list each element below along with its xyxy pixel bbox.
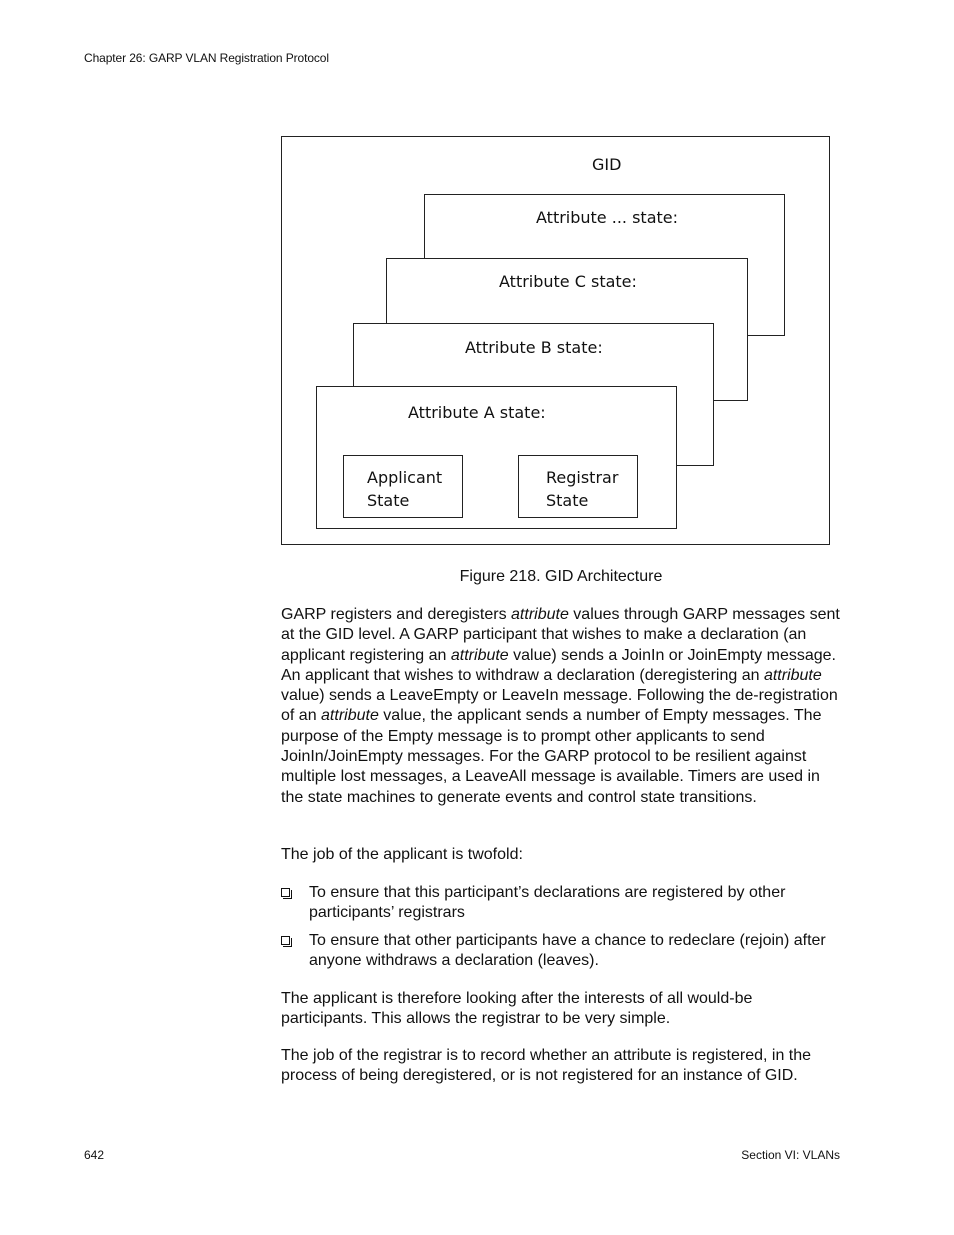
p1-italic-4: attribute: [321, 707, 379, 725]
bullet-text-1: To ensure that this participant’s declarations are registered by other participants’ registrars: [309, 884, 786, 922]
section-label: Section VI: VLANs: [741, 1148, 840, 1162]
registrar-state-line2: State: [546, 491, 589, 510]
p1-italic-3: attribute: [763, 666, 822, 684]
attribute-b-title: Attribute B state:: [465, 338, 603, 357]
p1-text-1: GARP registers and deregisters: [281, 606, 512, 623]
applicant-state-line1: Applicant: [367, 468, 443, 487]
attribute-c-title: Attribute C state:: [499, 272, 637, 291]
gid-architecture-figure: [281, 136, 830, 545]
registrar-state-line1: Registrar: [546, 468, 619, 487]
page-number: 642: [84, 1148, 105, 1162]
attribute-dots-title: Attribute ... state:: [536, 208, 678, 227]
p1-text-4: value) sends a LeaveEmpty or LeaveIn message. Following the de-registration of an: [281, 687, 838, 725]
bullet-text-2: To ensure that other participants have a chance to redeclare (rejoin) after anyone withdraws a declaration (leaves).: [309, 932, 826, 970]
p1-text-5: value, the applicant sends a number of Empty messages. The purpose of the Empty message is to prompt other applicants to send JoinIn/JoinEmpty messages. For the GARP protocol to be resilient against multiple lost messages, a LeaveAll message is available. Timers are used in the state machines to generate events and control state transitions.: [281, 707, 822, 806]
checkbox-bullet-icon: [281, 936, 290, 945]
gid-label: GID: [592, 155, 622, 174]
p1-italic-2: attribute: [450, 646, 509, 664]
paragraph-garp-messages: [281, 605, 841, 808]
attribute-a-title: Attribute A state:: [408, 403, 546, 422]
attribute-a-card: [316, 386, 677, 529]
paragraph-applicant-interests: The applicant is therefore looking after the interests of all would-be participants. This allows the registrar to be very simple.: [281, 990, 753, 1028]
paragraph-registrar-job: The job of the registrar is to record whether an attribute is registered, in the process of being deregistered, or is not registered for an instance of GID.: [281, 1047, 812, 1085]
checkbox-bullet-icon: [281, 888, 290, 897]
p1-text-2: values through GARP messages sent at the GID level. A GARP participant that wishes to make a declaration (an applicant registering an: [281, 606, 840, 664]
applicant-state-box: [343, 455, 463, 518]
registrar-state-box: [518, 455, 638, 518]
applicant-state-line2: State: [367, 491, 410, 510]
p1-text-3: value) sends a JoinIn or JoinEmpty message. An applicant that wishes to withdraw a declaration (deregistering an: [281, 646, 836, 684]
figure-caption: Figure 218. GID Architecture: [459, 568, 663, 585]
running-head: Chapter 26: GARP VLAN Registration Protocol: [84, 51, 329, 65]
p1-italic-1: attribute: [511, 606, 569, 623]
paragraph-applicant-job: The job of the applicant is twofold:: [281, 846, 523, 863]
